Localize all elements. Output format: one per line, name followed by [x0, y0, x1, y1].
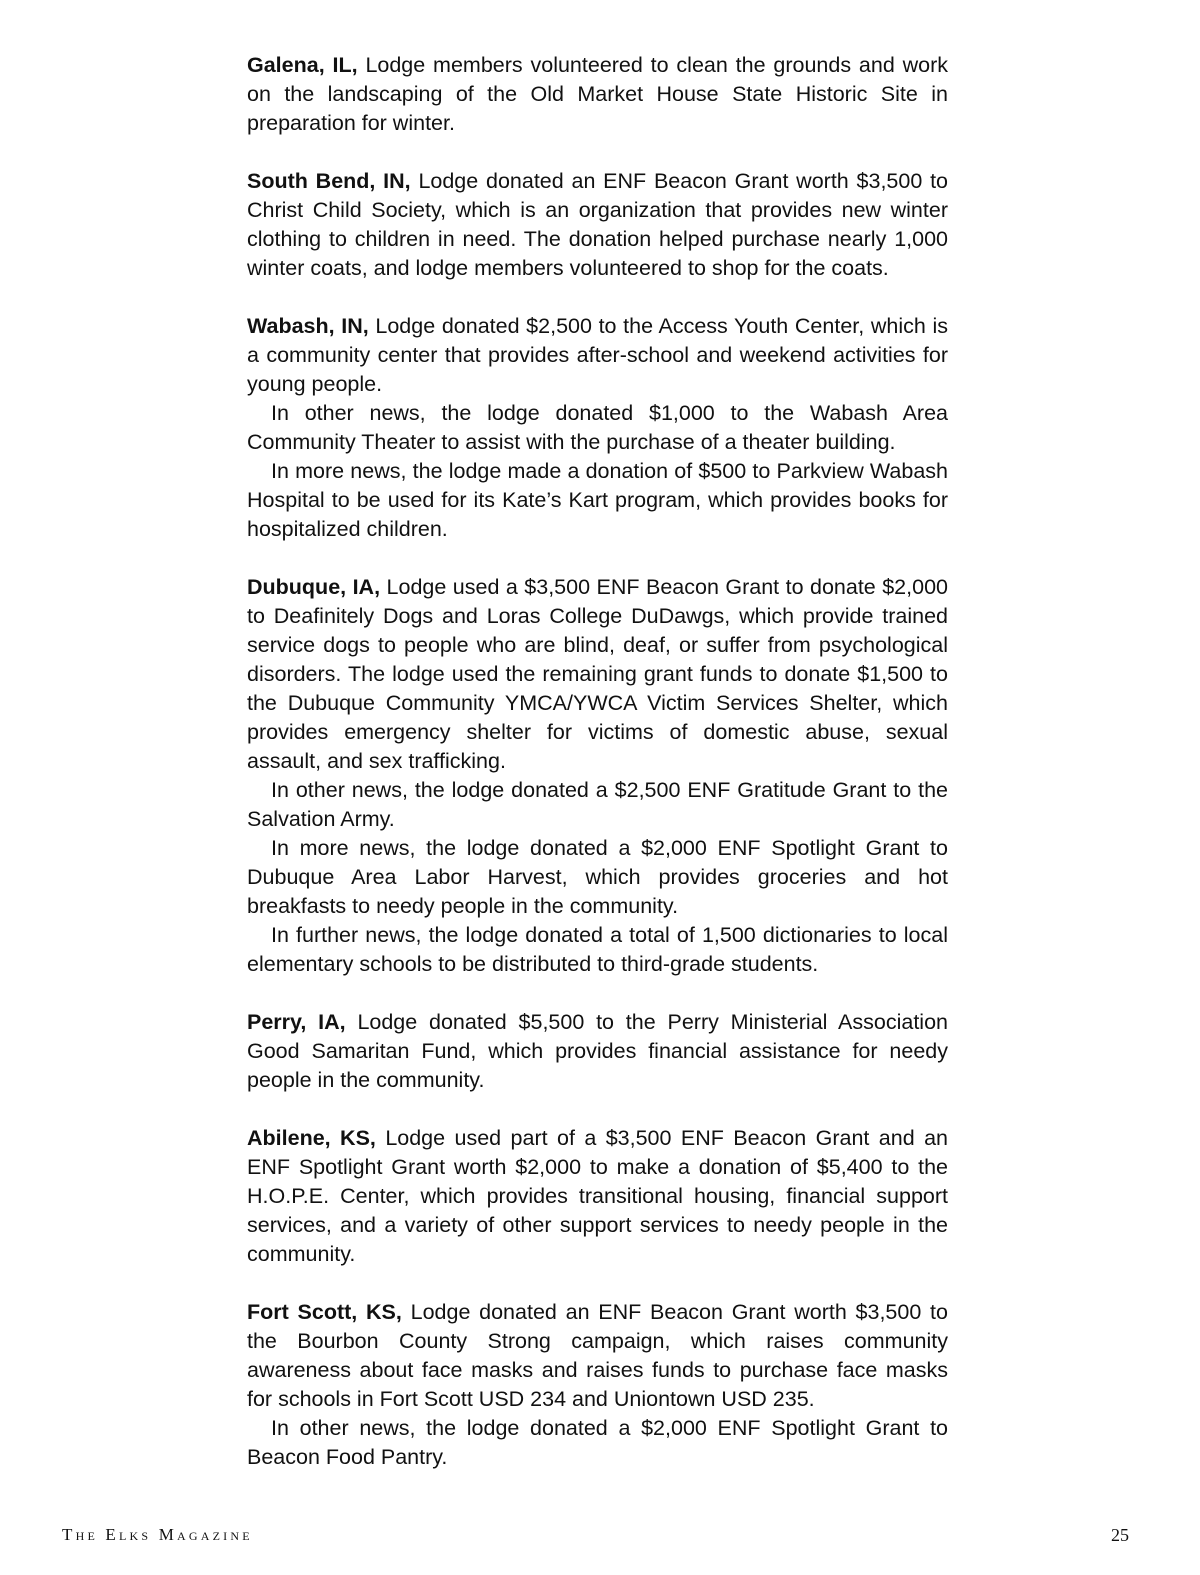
lodge-location: Fort Scott, KS, — [247, 1300, 402, 1324]
paragraph-text: Lodge donated an ENF Beacon Grant worth $3,500 to the Bourbon County Strong campaign, which raises community awareness about face masks and raises funds to purchase face masks for schools in Fort Scott USD 234 and Uniontown USD 235. — [247, 1300, 948, 1411]
entry-paragraph — [247, 1008, 948, 1095]
lodge-location: Abilene, KS, — [247, 1126, 376, 1150]
entry-continuation-paragraph — [247, 921, 948, 979]
paragraph-text: In other news, the lodge donated $1,000 to the Wabash Area Community Theater to assist with the purchase of a theater building. — [247, 401, 948, 454]
paragraph-text: In other news, the lodge donated a $2,500 ENF Gratitude Grant to the Salvation Army. — [247, 778, 948, 831]
lodge-location: Wabash, IN, — [247, 314, 369, 338]
entry-continuation-paragraph — [247, 834, 948, 921]
paragraph-text: Lodge donated $5,500 to the Perry Ministerial Association Good Samaritan Fund, which provides financial assistance for needy people in the community. — [247, 1010, 948, 1092]
lodge-entry — [247, 312, 948, 544]
entry-paragraph — [247, 51, 948, 138]
lodge-location: Galena, IL, — [247, 53, 358, 77]
entry-continuation-paragraph — [247, 399, 948, 457]
lodge-location: Perry, IA, — [247, 1010, 346, 1034]
paragraph-text: In other news, the lodge donated a $2,000 ENF Spotlight Grant to Beacon Food Pantry. — [247, 1416, 948, 1469]
lodge-entry — [247, 573, 948, 979]
entry-paragraph — [247, 1124, 948, 1269]
lodge-news-column — [247, 51, 948, 1501]
entry-paragraph — [247, 573, 948, 776]
entry-paragraph — [247, 1298, 948, 1414]
entry-paragraph — [247, 167, 948, 283]
entry-paragraph — [247, 312, 948, 399]
lodge-entry — [247, 167, 948, 283]
lodge-location: South Bend, IN, — [247, 169, 411, 193]
entry-continuation-paragraph — [247, 457, 948, 544]
paragraph-text: In further news, the lodge donated a total of 1,500 dictionaries to local elementary schools to be distributed to third-grade students. — [247, 923, 948, 976]
paragraph-text: In more news, the lodge donated a $2,000 ENF Spotlight Grant to Dubuque Area Labor Harvest, which provides groceries and hot breakfasts to needy people in the community. — [247, 836, 948, 918]
entry-continuation-paragraph — [247, 1414, 948, 1472]
paragraph-text: Lodge used part of a $3,500 ENF Beacon Grant and an ENF Spotlight Grant worth $2,000 to make a donation of $5,400 to the H.O.P.E. Center, which provides transitional housing, financial support services, and a variety of other support services to needy people in the community. — [247, 1126, 948, 1266]
paragraph-text: Lodge donated $2,500 to the Access Youth Center, which is a community center that provides after-school and weekend activities for young people. — [247, 314, 949, 396]
entry-continuation-paragraph — [247, 776, 948, 834]
magazine-title-footer: The Elks Magazine — [62, 1525, 253, 1544]
lodge-entry — [247, 1008, 948, 1095]
page-number: 25 — [1111, 1525, 1129, 1545]
lodge-entry — [247, 1124, 948, 1269]
paragraph-text: Lodge members volunteered to clean the grounds and work on the landscaping of the Old Market House State Historic Site in preparation for winter. — [247, 53, 949, 135]
lodge-entry — [247, 1298, 948, 1472]
paragraph-text: Lodge used a $3,500 ENF Beacon Grant to donate $2,000 to Deafinitely Dogs and Loras College DuDawgs, which provide trained service dogs to people who are blind, deaf, or suffer from psychological disorders. The lodge used the remaining grant funds to donate $1,500 to the Dubuque Community YMCA/YWCA Victim Services Shelter, which provides emergency shelter for victims of domestic abuse, sexual assault, and sex trafficking. — [247, 575, 948, 773]
lodge-location: Dubuque, IA, — [247, 575, 381, 599]
paragraph-text: Lodge donated an ENF Beacon Grant worth $3,500 to Christ Child Society, which is an organization that provides new winter clothing to children in need. The donation helped purchase nearly 1,000 winter coats, and lodge members volunteered to shop for the coats. — [247, 169, 948, 280]
lodge-entry — [247, 51, 948, 138]
paragraph-text: In more news, the lodge made a donation of $500 to Parkview Wabash Hospital to be used for its Kate’s Kart program, which provides books for hospitalized children. — [247, 459, 948, 541]
